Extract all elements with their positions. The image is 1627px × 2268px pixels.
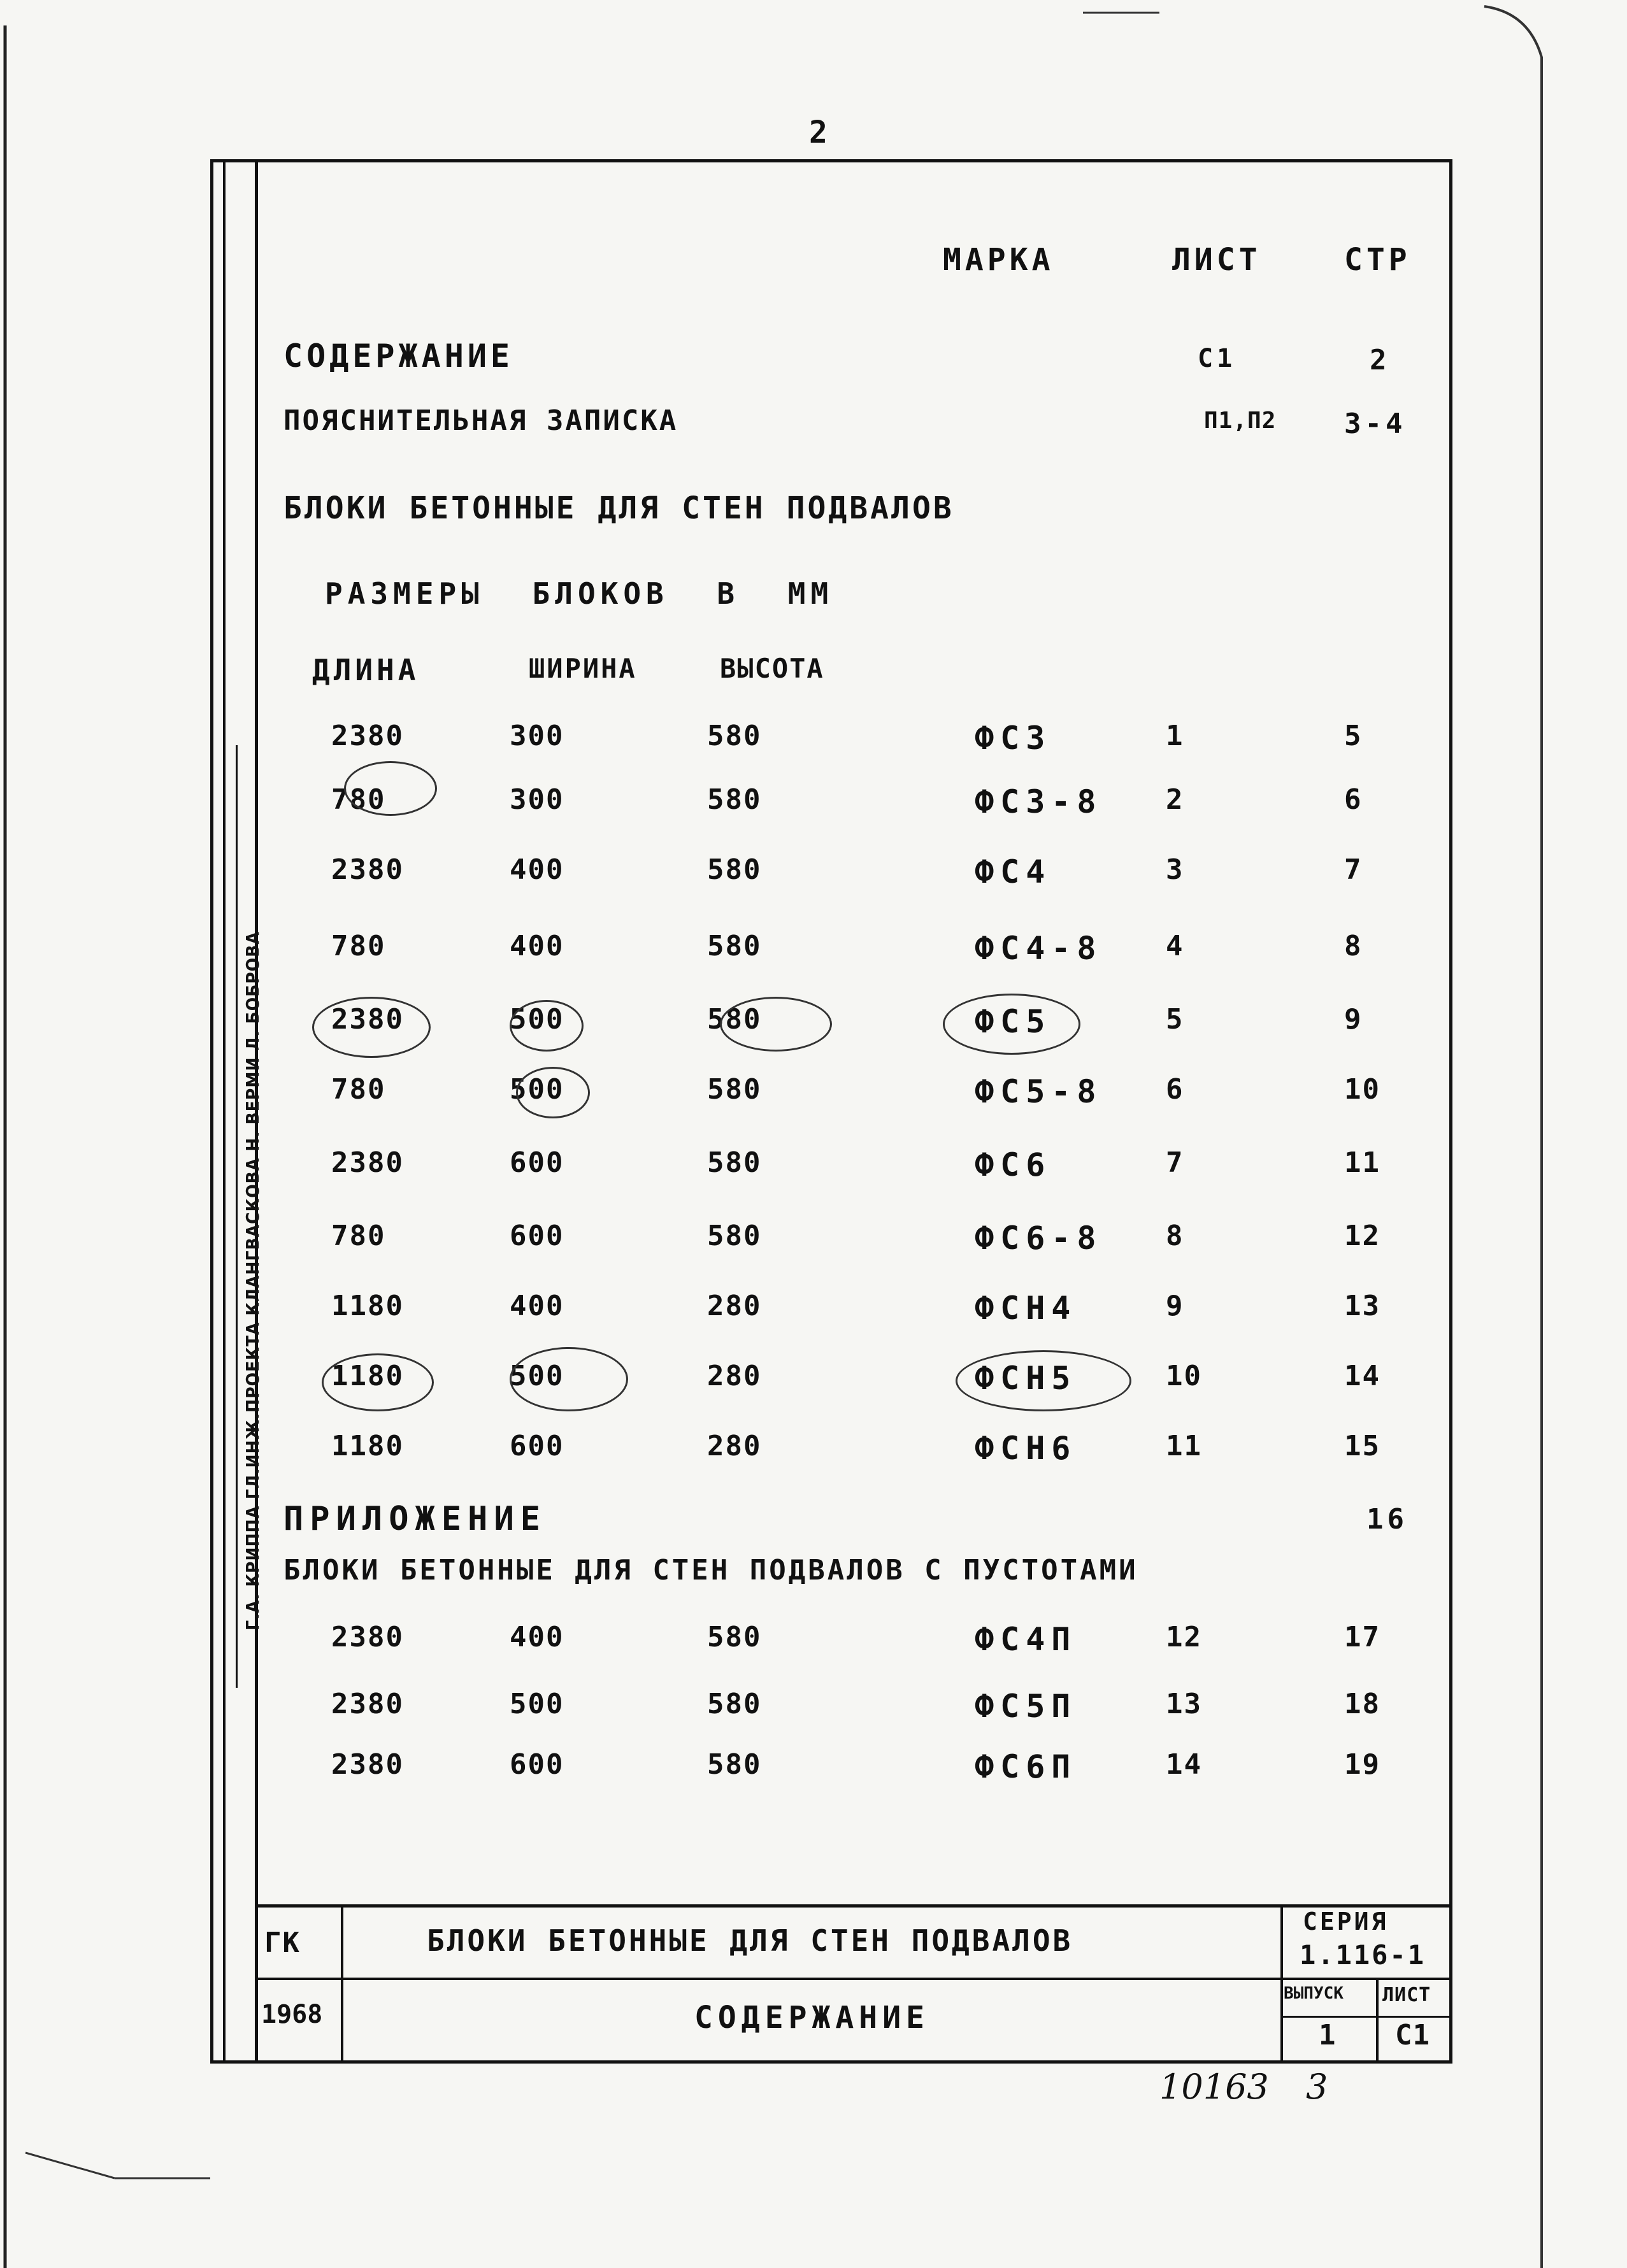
main-row-6-marka: ФС5-8 — [975, 1073, 1103, 1110]
col-length: ДЛИНА — [312, 653, 420, 687]
main-row-9-list: 9 — [1166, 1290, 1184, 1322]
titleblock-org: ГК — [264, 1927, 301, 1959]
main-row-7-page: 11 — [1344, 1146, 1380, 1179]
app-row-2-length: 2380 — [331, 1688, 404, 1720]
main-row-6-page: 10 — [1344, 1073, 1380, 1106]
pencil-circle-mark — [956, 1350, 1131, 1411]
main-row-9-page: 13 — [1344, 1290, 1380, 1322]
main-row-1-height: 580 — [707, 720, 762, 752]
main-row-9-length: 1180 — [331, 1290, 404, 1322]
main-row-10-width: 500 — [510, 1360, 564, 1392]
titleblock-v3 — [1376, 1978, 1379, 2064]
side-stamp-box — [159, 745, 238, 1688]
header-list: ЛИСТ — [1172, 242, 1261, 278]
pencil-circle-mark — [516, 1067, 590, 1118]
main-row-9-marka: ФСН4 — [975, 1290, 1077, 1327]
appendix-subtitle: БЛОКИ БЕТОННЫЕ ДЛЯ СТЕН ПОДВАЛОВ С ПУСТОТАМИ — [283, 1554, 1138, 1587]
appendix-title: ПРИЛОЖЕНИЕ — [283, 1500, 547, 1538]
main-row-1-width: 300 — [510, 720, 564, 752]
app-row-3-width: 600 — [510, 1748, 564, 1781]
main-row-7-list: 7 — [1166, 1146, 1184, 1179]
app-row-2-page: 18 — [1344, 1688, 1380, 1720]
main-row-11-height: 280 — [707, 1430, 762, 1462]
main-row-5-marka: ФС5 — [975, 1003, 1052, 1040]
main-row-11-marka: ФСН6 — [975, 1430, 1077, 1467]
main-row-3-height: 580 — [707, 853, 762, 886]
titleblock-seria-label: СЕРИЯ — [1303, 1908, 1389, 1936]
col-height: ВЫСОТА — [720, 653, 824, 684]
pencil-circle-mark — [312, 997, 431, 1058]
app-row-2-height: 580 — [707, 1688, 762, 1720]
main-row-11-list: 11 — [1166, 1430, 1202, 1462]
main-row-6-length: 780 — [331, 1073, 386, 1106]
main-row-6-height: 580 — [707, 1073, 762, 1106]
main-row-11-page: 15 — [1344, 1430, 1380, 1462]
main-row-1-page: 5 — [1344, 720, 1363, 752]
main-row-4-length: 780 — [331, 930, 386, 962]
app-row-3-page: 19 — [1344, 1748, 1380, 1781]
app-row-1-height: 580 — [707, 1621, 762, 1653]
titleblock-list-label: ЛИСТ — [1382, 1984, 1431, 2006]
pencil-circle-mark — [322, 1353, 434, 1411]
main-row-5-height: 580 — [707, 1003, 762, 1036]
pencil-circle-mark — [510, 1347, 628, 1411]
main-row-11-width: 600 — [510, 1430, 564, 1462]
pencil-circle-mark — [720, 997, 832, 1052]
main-row-4-page: 8 — [1344, 930, 1363, 962]
titleblock-year: 1968 — [261, 2000, 323, 2029]
app-row-1-marka: ФС4П — [975, 1621, 1077, 1658]
titleblock-list: С1 — [1395, 2019, 1430, 2051]
main-row-8-height: 580 — [707, 1220, 762, 1252]
toc-title-2: ПОЯСНИТЕЛЬНАЯ ЗАПИСКА — [283, 404, 678, 437]
main-row-2-list: 2 — [1166, 783, 1184, 816]
titleblock-v2 — [1280, 1904, 1283, 2064]
titleblock-subject: СОДЕРЖАНИЕ — [694, 2000, 929, 2036]
main-row-1-marka: ФС3 — [975, 720, 1052, 757]
main-row-1-list: 1 — [1166, 720, 1184, 752]
app-row-1-page: 17 — [1344, 1621, 1380, 1653]
main-row-8-length: 780 — [331, 1220, 386, 1252]
app-row-1-width: 400 — [510, 1621, 564, 1653]
main-row-4-height: 580 — [707, 930, 762, 962]
main-row-4-list: 4 — [1166, 930, 1184, 962]
main-row-2-width: 300 — [510, 783, 564, 816]
toc-page-1: 2 — [1370, 344, 1391, 376]
main-row-5-length: 2380 — [331, 1003, 404, 1036]
main-row-2-length: 780 — [331, 783, 386, 816]
main-row-5-list: 5 — [1166, 1003, 1184, 1036]
section-title: БЛОКИ БЕТОННЫЕ ДЛЯ СТЕН ПОДВАЛОВ — [283, 490, 954, 526]
appendix-page: 16 — [1366, 1503, 1408, 1536]
side-stamp-text: Г.А. КРИППА ГЛ.ИНЖ.ПРОЕКТА КЛАНГВАСКОВА Н. ВЕРМИ Л. БОБРОВА — [242, 931, 263, 1630]
main-row-2-height: 580 — [707, 783, 762, 816]
titleblock-v1 — [341, 1904, 343, 2064]
main-row-7-length: 2380 — [331, 1146, 404, 1179]
page-number: 2 — [809, 115, 831, 150]
main-row-10-length: 1180 — [331, 1360, 404, 1392]
toc-list-2: П1,П2 — [1204, 408, 1277, 434]
main-row-5-page: 9 — [1344, 1003, 1363, 1036]
pencil-circle-mark — [943, 994, 1080, 1055]
toc-list-1: С1 — [1198, 344, 1236, 373]
header-marka: МАРКА — [943, 242, 1054, 278]
main-row-6-list: 6 — [1166, 1073, 1184, 1106]
main-row-8-marka: ФС6-8 — [975, 1220, 1103, 1257]
main-row-8-page: 12 — [1344, 1220, 1380, 1252]
titleblock-seria: 1.116-1 — [1300, 1939, 1426, 1971]
titleblock-top — [255, 1904, 1452, 1908]
main-row-9-width: 400 — [510, 1290, 564, 1322]
main-row-3-width: 400 — [510, 853, 564, 886]
header-str: СТР — [1344, 242, 1411, 278]
main-row-3-page: 7 — [1344, 853, 1363, 886]
main-row-2-marka: ФС3-8 — [975, 783, 1103, 820]
main-row-10-marka: ФСН5 — [975, 1360, 1077, 1397]
footer-page-number: 3 — [1306, 2067, 1328, 2107]
toc-title-1: СОДЕРЖАНИЕ — [283, 338, 514, 374]
main-row-10-list: 10 — [1166, 1360, 1202, 1392]
col-width: ШИРИНА — [529, 653, 637, 684]
app-row-1-list: 12 — [1166, 1621, 1202, 1653]
main-row-4-width: 400 — [510, 930, 564, 962]
main-row-3-marka: ФС4 — [975, 853, 1052, 890]
main-row-3-length: 2380 — [331, 853, 404, 886]
main-row-3-list: 3 — [1166, 853, 1184, 886]
main-row-1-length: 2380 — [331, 720, 404, 752]
app-row-1-length: 2380 — [331, 1621, 404, 1653]
app-row-2-list: 13 — [1166, 1688, 1202, 1720]
main-row-8-width: 600 — [510, 1220, 564, 1252]
footer-doc-number: 10163 — [1159, 2067, 1269, 2107]
sizes-label: РАЗМЕРЫ БЛОКОВ В ММ — [325, 576, 834, 611]
main-row-5-width: 500 — [510, 1003, 564, 1036]
main-row-7-marka: ФС6 — [975, 1146, 1052, 1183]
app-row-2-width: 500 — [510, 1688, 564, 1720]
main-row-11-length: 1180 — [331, 1430, 404, 1462]
app-row-3-length: 2380 — [331, 1748, 404, 1781]
toc-page-2: 3-4 — [1344, 408, 1407, 440]
pencil-circle-mark — [510, 1000, 584, 1052]
main-row-2-page: 6 — [1344, 783, 1363, 816]
main-row-7-width: 600 — [510, 1146, 564, 1179]
app-row-3-height: 580 — [707, 1748, 762, 1781]
titleblock-seria-divider — [1280, 2016, 1452, 2018]
titleblock-vypusk: 1 — [1319, 2019, 1340, 2051]
main-row-8-list: 8 — [1166, 1220, 1184, 1252]
app-row-2-marka: ФС5П — [975, 1688, 1077, 1725]
main-row-9-height: 280 — [707, 1290, 762, 1322]
main-row-4-marka: ФС4-8 — [975, 930, 1103, 967]
main-row-7-height: 580 — [707, 1146, 762, 1179]
app-row-3-marka: ФС6П — [975, 1748, 1077, 1785]
main-row-10-height: 280 — [707, 1360, 762, 1392]
app-row-3-list: 14 — [1166, 1748, 1202, 1781]
titleblock-mid — [255, 1978, 1452, 1980]
titleblock-name: БЛОКИ БЕТОННЫЕ ДЛЯ СТЕН ПОДВАЛОВ — [427, 1923, 1073, 1958]
titleblock-vypusk-label: ВЫПУСК — [1284, 1984, 1344, 2003]
pencil-circle-mark — [344, 761, 437, 816]
main-row-6-width: 500 — [510, 1073, 564, 1106]
main-row-10-page: 14 — [1344, 1360, 1380, 1392]
